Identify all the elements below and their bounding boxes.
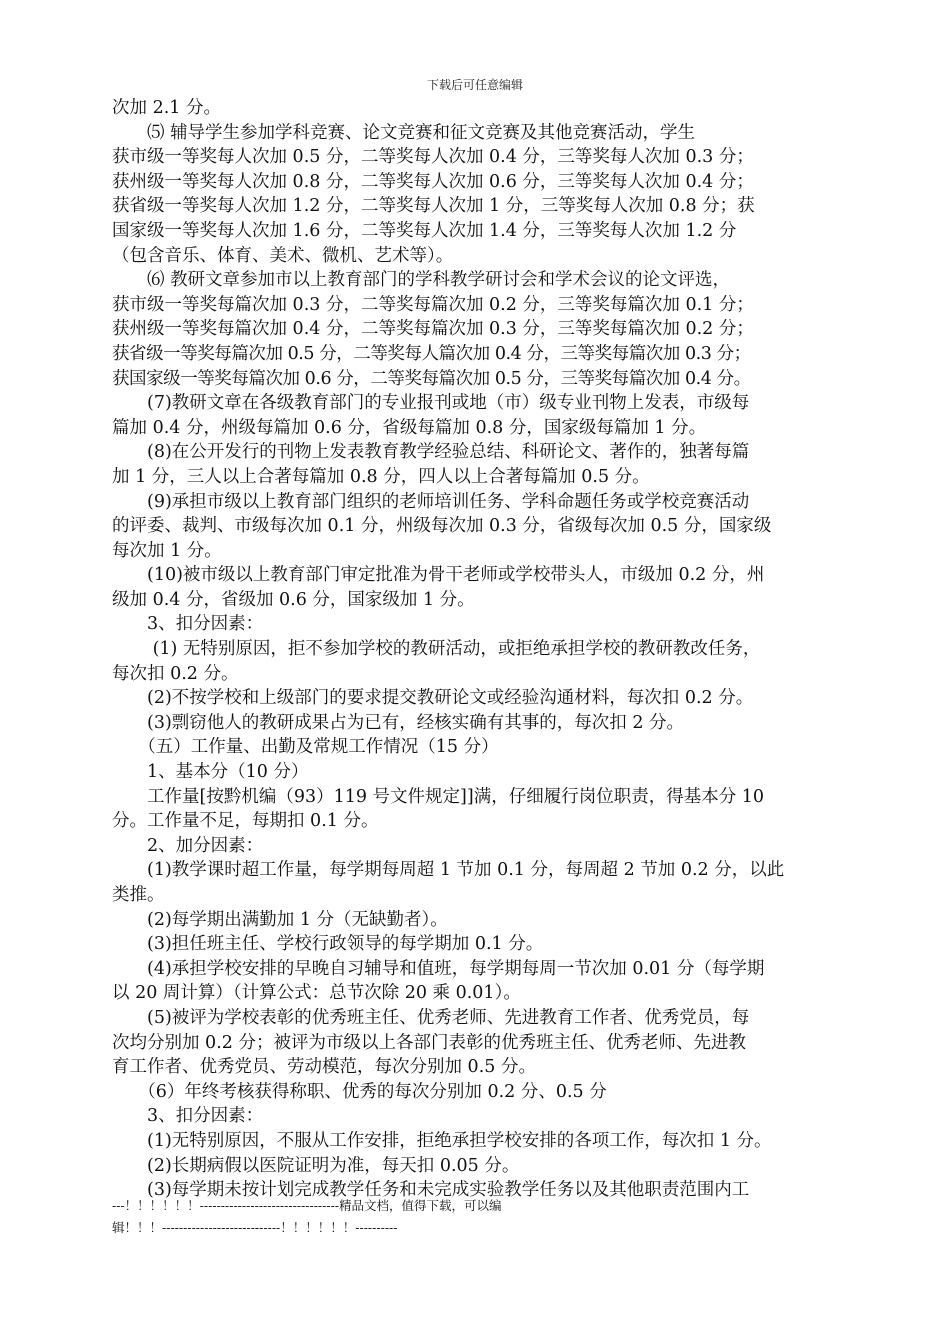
text-line: (10)被市级以上教育部门审定批准为骨干老师或学校带头人，市级加 0.2 分，州 (112, 565, 765, 586)
text-line: (1)无特别原因，不服从工作安排，拒绝承担学校安排的各项工作，每次扣 1 分。 (112, 1130, 772, 1151)
footer-line: ---！！！！！！---------------------------------精品文档，值得下载，可以编 (112, 1198, 502, 1213)
text-line: 获州级一等奖每人次加 0.8 分，二等奖每人次加 0.6 分，三等奖每人次加 0.4 分； (112, 171, 754, 192)
text-line: ⑸ 辅导学生参加学科竞赛、论文竞赛和征文竞赛及其他竞赛活动，学生 (112, 122, 696, 143)
text-line: 获国家级一等奖每篇次加 0.6 分，二等奖每篇次加 0.5 分，三等奖每篇次加 0.4 分。 (112, 368, 751, 389)
text-line: 分。工作量不足，每期扣 0.1 分。 (112, 811, 379, 832)
text-line: (3)剽窃他人的教研成果占为已有，经核实确有其事的，每次扣 2 分。 (112, 712, 685, 733)
text-line: (5)被评为学校表彰的优秀班主任、优秀老师、先进教育工作者、优秀党员，每 (112, 1007, 750, 1028)
text-line: 类推。 (112, 885, 165, 905)
text-line: 每次扣 0.2 分。 (112, 663, 239, 684)
text-line: 加 1 分，三人以上合著每篇加 0.8 分，四人以上合著每篇加 0.5 分。 (112, 466, 650, 487)
text-line: 获省级一等奖每篇次加 0.5 分，二等奖每人篇次加 0.4 分，三等奖每篇次加 0.3 分； (112, 343, 751, 364)
text-line: 3、扣分因素： (112, 614, 264, 635)
text-line: 2、加分因素： (112, 835, 264, 856)
text-line: (3)每学期未按计划完成教学任务和未完成实验教学任务以及其他职责范围内工 (112, 1180, 750, 1201)
document-body (112, 96, 864, 1203)
text-line: (1)教学课时超工作量，每学期每周超 1 节加 0.1 分，每周超 2 节加 0.2 分，以此 (112, 860, 785, 881)
text-line: （包含音乐、体育、美术、微机、艺术等）。 (112, 245, 454, 266)
text-line: (2)长期病假以医院证明为准，每天扣 0.05 分。 (112, 1155, 520, 1176)
text-line: 工作量[按黔机编（93）119 号文件规定]]满，仔细履行岗位职责，得基本分 10 (112, 786, 765, 807)
text-line: (1) 无特别原因，拒不参加学校的教研活动，或拒绝承担学校的教研教改任务， (112, 639, 761, 660)
text-line: (4)承担学校安排的早晚自习辅导和值班，每学期每周一节次加 0.01 分（每学期 (112, 958, 765, 979)
text-line: 每次加 1 分。 (112, 540, 222, 561)
text-line: 级加 0.4 分，省级加 0.6 分，国家级加 1 分。 (112, 589, 475, 610)
text-line: 获省级一等奖每人次加 1.2 分，二等奖每人次加 1 分，三等奖每人次加 0.8 分；获 (112, 196, 755, 217)
text-line: (2)每学期出满勤加 1 分（无缺勤者）。 (112, 909, 448, 930)
text-line: 3、扣分因素： (112, 1106, 264, 1127)
text-line: 获市级一等奖每篇次加 0.3 分，二等奖每篇次加 0.2 分，三等奖每篇次加 0.1 分； (112, 294, 754, 315)
footer-line: 辑！！！----------------------------！！！！！！---------- (112, 1220, 398, 1235)
text-line: ⑹ 教研文章参加市以上教育部门的学科教学研讨会和学术会议的论文评选， (112, 270, 731, 291)
text-line: 育工作者、优秀党员、劳动模范，每次分别加 0.5 分。 (112, 1057, 536, 1078)
text-line: 国家级一等奖每人次加 1.6 分，二等奖每人次加 1.4 分，三等奖每人次加 1.2 分 (112, 220, 737, 241)
text-line: 篇加 0.4 分，州级每篇加 0.6 分，省级每篇加 0.8 分，国家级每篇加 1 分。 (112, 417, 707, 438)
text-line: 以 20 周计算）（计算公式：总节次除 20 乘 0.01）。 (112, 983, 521, 1004)
text-line: (9)承担市级以上教育部门组织的老师培训任务、学科命题任务或学校竞赛活动 (112, 491, 750, 512)
text-line: 获市级一等奖每人次加 0.5 分，二等奖每人次加 0.4 分，三等奖每人次加 0.3 分； (112, 147, 754, 168)
text-line: 次均分别加 0.2 分；被评为市级以上各部门表彰的优秀班主任、优秀老师、先进教 (112, 1032, 746, 1053)
text-line: 的评委、裁判、市级每次加 0.1 分，州级每次加 0.3 分，省级每次加 0.5 分，国家级 (112, 516, 772, 537)
page-footer (112, 1195, 872, 1239)
text-line: 1、基本分（10 分） (112, 762, 309, 783)
text-line: (2)不按学校和上级部门的要求提交教研论文或经验沟通材料，每次扣 0.2 分。 (112, 688, 754, 709)
text-line: (3)担任班主任、学校行政领导的每学期加 0.1 分。 (112, 934, 544, 955)
section-heading: （五）工作量、出勤及常规工作情况（15 分） (112, 737, 499, 758)
text-line: (7)教研文章在各级教育部门的专业报刊或地（市）级专业刊物上发表，市级每 (112, 393, 750, 414)
text-line: (8)在公开发行的刊物上发表教育教学经验总结、科研论文、著作的，独著每篇 (112, 442, 750, 463)
page-header: 下载后可任意编辑 (426, 78, 523, 92)
text-line: 次加 2.1 分。 (112, 98, 221, 118)
text-line: 获州级一等奖每篇次加 0.4 分，二等奖每篇次加 0.3 分，三等奖每篇次加 0.2 分； (112, 319, 754, 340)
text-line: （6）年终考核获得称职、优秀的每次分别加 0.2 分、0.5 分 (112, 1081, 607, 1102)
